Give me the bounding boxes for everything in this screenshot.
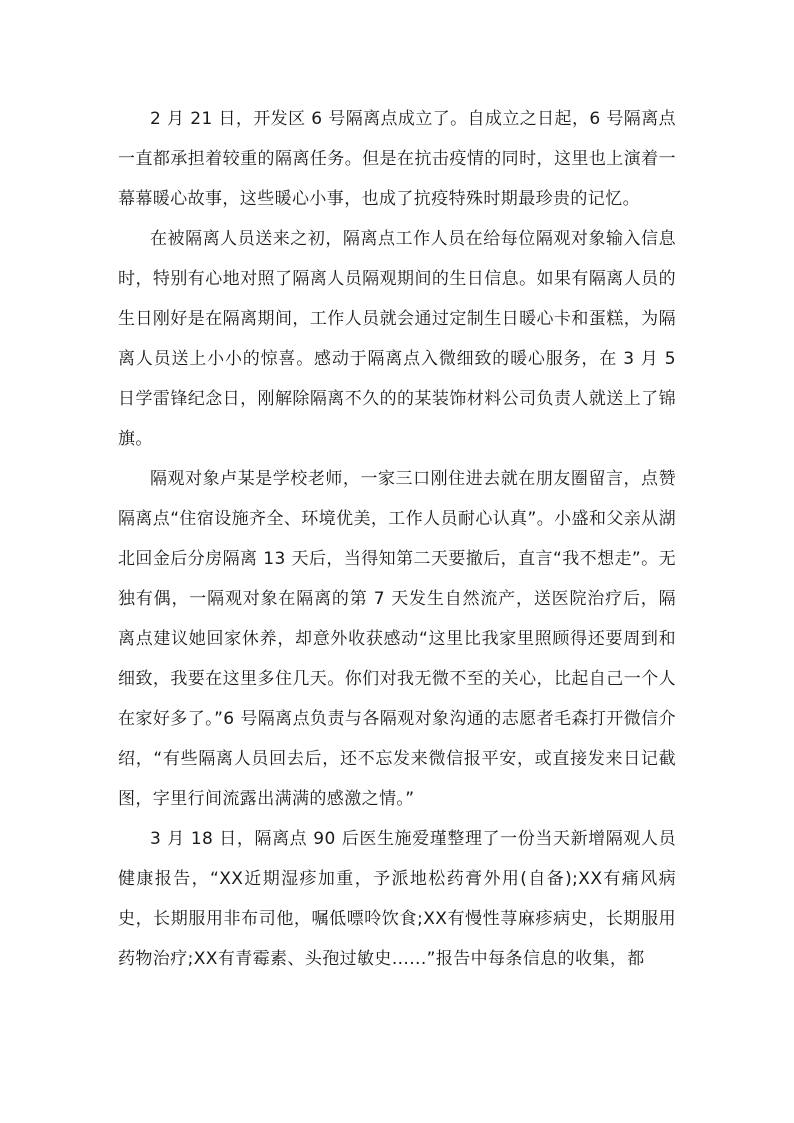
paragraph-1: 2 月 21 日，开发区 6 号隔离点成立了。自成立之日起，6 号隔离点一直都承担着较重的隔离任务。但是在抗击疫情的同时，这里也上演着一幕幕暖心故事，这些暖心小事，也成了抗疫特殊时期最珍贵的记忆。 <box>118 109 676 209</box>
paragraph-2: 在被隔离人员送来之初，隔离点工作人员在给每位隔观对象输入信息时，特别有心地对照了隔离人员隔观期间的生日信息。如果有隔离人员的生日刚好是在隔离期间，工作人员就会通过定制生日暖心卡和蛋糕，为隔离人员送上小小的惊喜。感动于隔离点入微细致的暖心服务，在 3 月 5 日学雷锋纪念日，刚解除隔离不久的的某装饰材料公司负责人就送上了锦旗。 <box>118 229 676 449</box>
paragraph-4: 3 月 18 日，隔离点 90 后医生施爱瑾整理了一份当天新增隔观人员健康报告，“XX近期湿疹加重，予派地松药膏外用(自备);XX有痛风病史，长期服用非布司他，嘱低嘌呤饮食;XX有慢性荨麻疹病史，长期服用药物治疗;XX有青霉素、头孢过敏史......”报告中每条信息的收集，都 <box>118 829 676 969</box>
document-body <box>118 99 676 979</box>
paragraph-3: 隔观对象卢某是学校老师，一家三口刚住进去就在朋友圈留言，点赞隔离点“住宿设施齐全、环境优美，工作人员耐心认真”。小盛和父亲从湖北回金后分房隔离 13 天后，当得知第二天要撤后，直言“我不想走”。无独有偶，一隔观对象在隔离的第 7 天发生自然流产，送医院治疗后，隔离点建议她回家休养，却意外收获感动“这里比我家里照顾得还要周到和细致，我要在这里多住几天。你们对我无微不至的关心，比起自己一个人在家好多了。”6 号隔离点负责与各隔观对象沟通的志愿者毛森打开微信介绍，“有些隔离人员回去后，还不忘发来微信报平安，或直接发来日记截图，字里行间流露出满满的感激之情。” <box>118 469 676 809</box>
